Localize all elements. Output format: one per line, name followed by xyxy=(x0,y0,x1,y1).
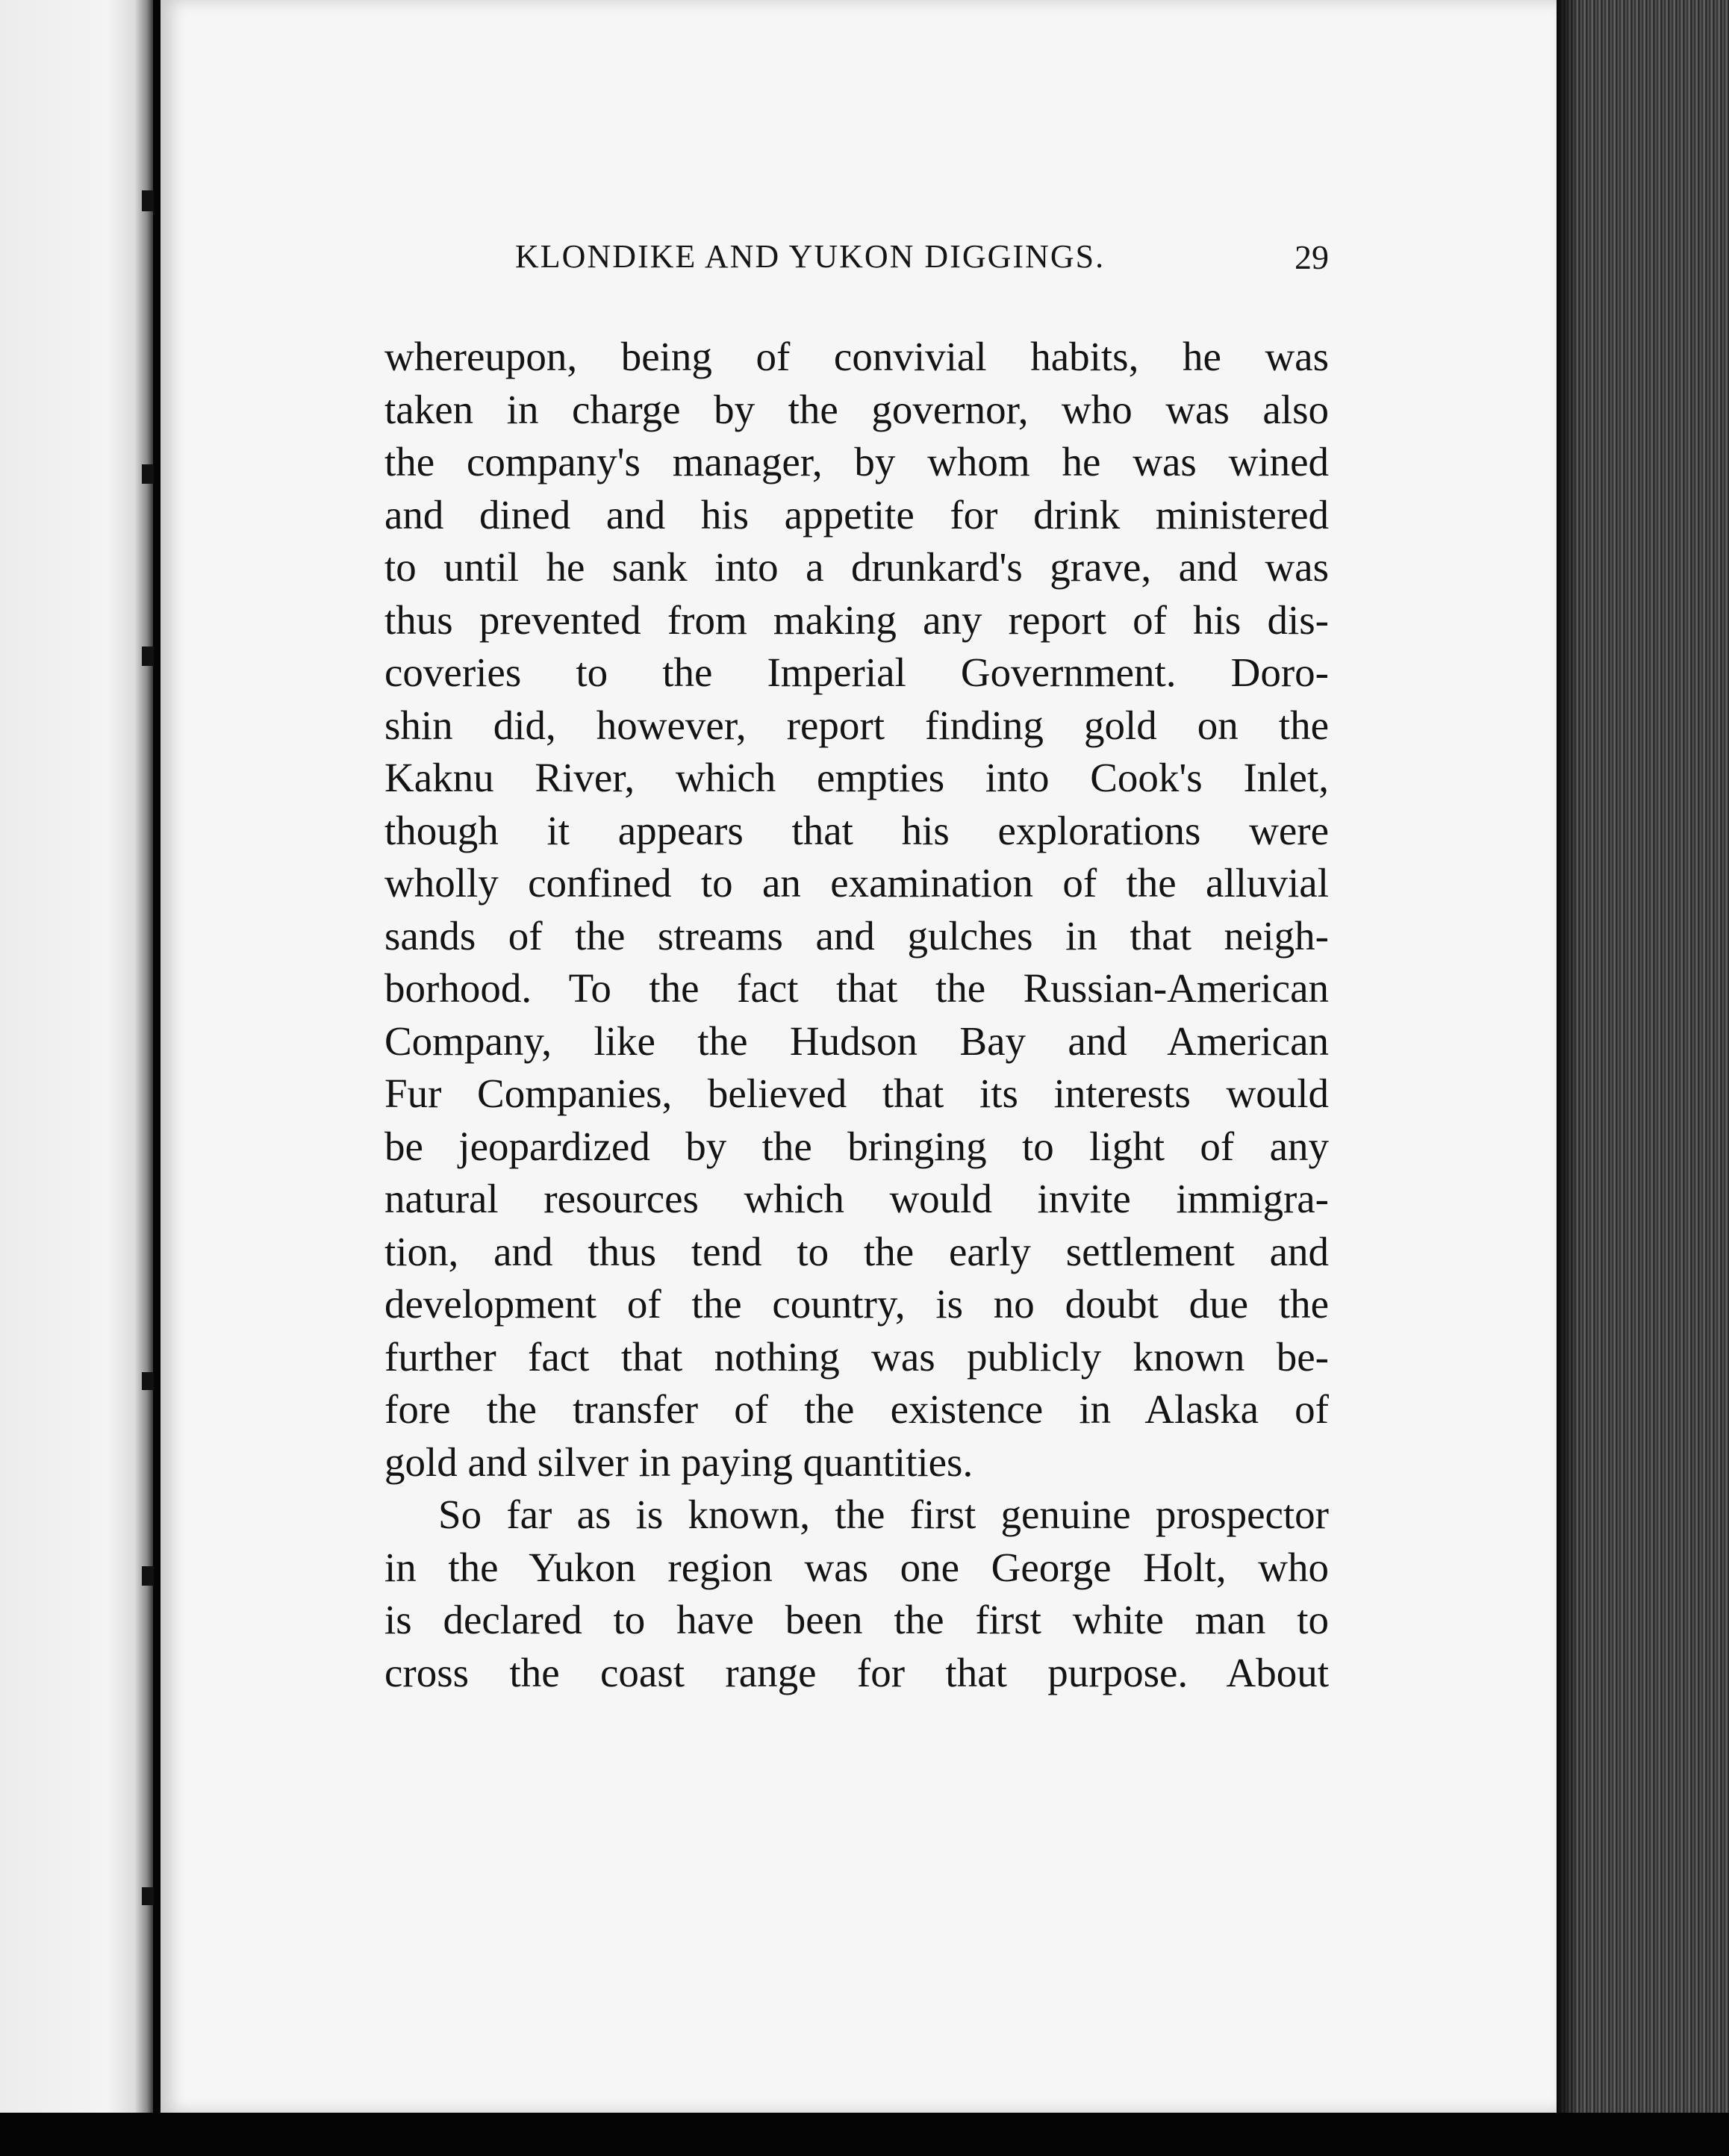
text-line: Fur Companies, believed that its interests would xyxy=(384,1071,1329,1116)
text-line: development of the country, is no doubt due the xyxy=(384,1281,1329,1327)
binding-mark xyxy=(142,1372,154,1390)
paragraph xyxy=(384,331,1329,1489)
binding-mark xyxy=(142,1887,154,1905)
text-line: shin did, however, report finding gold on the xyxy=(384,702,1329,748)
text-line: sands of the streams and gulches in that neigh- xyxy=(384,912,1329,959)
bottom-shadow xyxy=(0,2113,1729,2156)
text-line: be jeopardized by the bringing to light of any xyxy=(384,1123,1329,1169)
text-line: thus prevented from making any report of his dis- xyxy=(384,596,1329,643)
paragraph xyxy=(384,1489,1329,1699)
body-text xyxy=(384,331,1329,1699)
text-line: is declared to have been the first white man to xyxy=(384,1597,1329,1642)
text-line: Company, like the Hudson Bay and American xyxy=(384,1018,1329,1064)
binding-mark xyxy=(142,190,154,211)
binding-mark xyxy=(142,647,154,666)
text-line: the company's manager, by whom he was wined xyxy=(384,439,1329,485)
page-number: 29 xyxy=(1295,238,1329,276)
text-line: gold and silver in paying quantities. xyxy=(384,1439,973,1485)
text-line: in the Yukon region was one George Holt, who xyxy=(384,1544,1329,1590)
text-line: borhood. To the fact that the Russian-American xyxy=(384,965,1329,1011)
text-line: to until he sank into a drunkard's grave, and was xyxy=(384,544,1329,590)
text-line: though it appears that his explorations were xyxy=(384,807,1329,853)
binding-mark xyxy=(142,1566,154,1586)
text-line: further fact that nothing was publicly known be- xyxy=(384,1333,1329,1380)
running-header xyxy=(515,237,1329,290)
page-edges xyxy=(1557,0,1729,2113)
text-line: natural resources which would invite immigra- xyxy=(384,1176,1329,1221)
left-margin xyxy=(0,0,153,2156)
text-line: whereupon, being of convivial habits, he was xyxy=(384,334,1329,379)
running-title: KLONDIKE AND YUKON DIGGINGS. xyxy=(515,238,1106,275)
text-line: taken in charge by the governor, who was also xyxy=(384,386,1329,432)
text-line: Kaknu River, which empties into Cook's Inlet, xyxy=(384,755,1329,800)
text-line: wholly confined to an examination of the alluvial xyxy=(384,860,1329,906)
text-line: coveries to the Imperial Government. Doro- xyxy=(384,649,1329,695)
text-line: and dined and his appetite for drink ministered xyxy=(384,491,1329,538)
text-line: tion, and thus tend to the early settlement and xyxy=(384,1228,1329,1274)
text-line: cross the coast range for that purpose. About xyxy=(384,1649,1329,1695)
text-line: fore the transfer of the existence in Alaska of xyxy=(384,1386,1329,1432)
text-line: So far as is known, the first genuine prospector xyxy=(438,1492,1329,1537)
binding-mark xyxy=(142,464,154,484)
